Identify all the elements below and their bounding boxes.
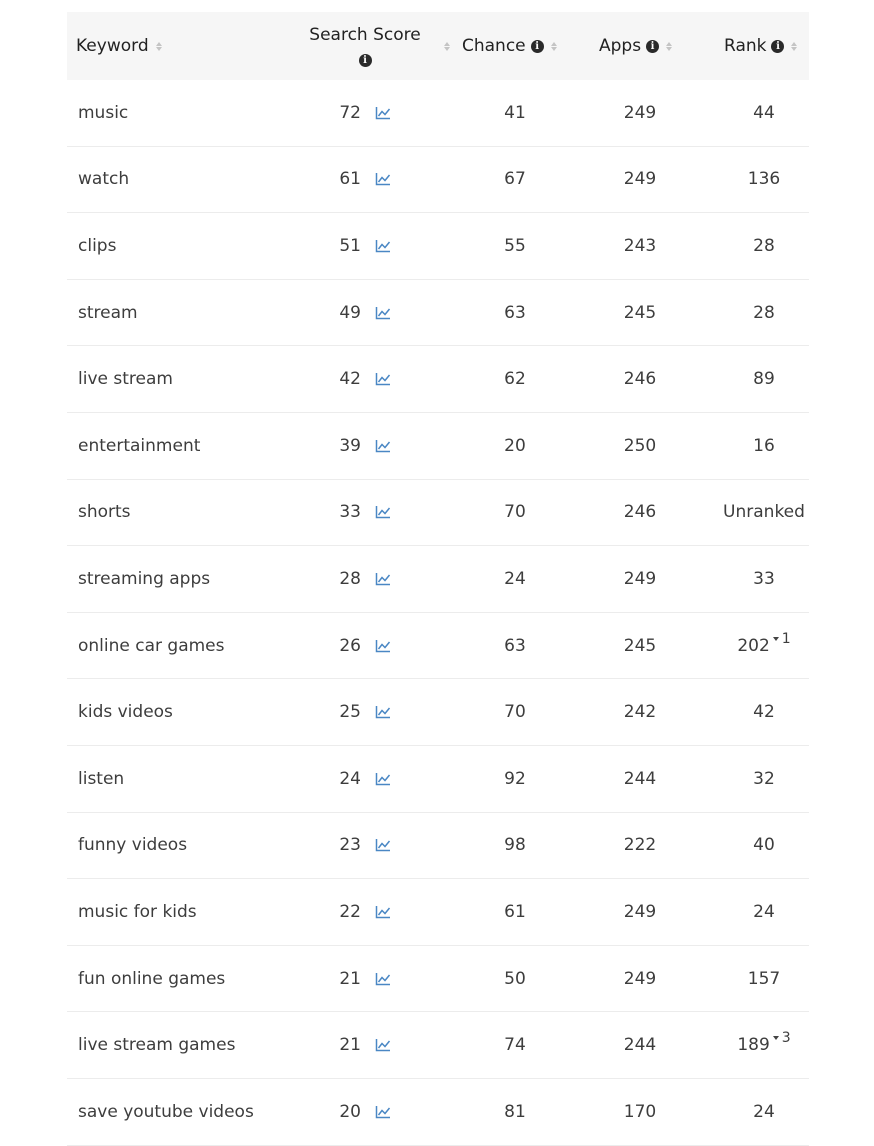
rank-value: 44	[753, 102, 775, 123]
apps-cell: 246	[623, 369, 657, 390]
chance-cell: 70	[504, 502, 526, 523]
chance-cell: 55	[504, 235, 526, 256]
table-row[interactable]	[67, 1012, 809, 1079]
keyword-cell[interactable]: streaming apps	[78, 568, 211, 589]
trend-chart-icon[interactable]	[375, 147, 391, 213]
apps-cell: 249	[623, 568, 657, 589]
apps-cell: 249	[623, 901, 657, 922]
info-icon[interactable]: i	[771, 40, 784, 53]
search-score-cell: 61	[339, 169, 361, 190]
chance-cell: 61	[504, 901, 526, 922]
table-row[interactable]	[67, 147, 809, 214]
trend-chart-icon[interactable]	[375, 1079, 391, 1145]
apps-cell: 249	[623, 968, 657, 989]
apps-cell: 245	[623, 302, 657, 323]
keyword-cell[interactable]: stream	[78, 302, 138, 323]
keyword-cell[interactable]: clips	[78, 235, 117, 256]
rank-value: 202	[737, 635, 770, 656]
search-score-cell: 25	[339, 702, 361, 723]
info-icon[interactable]: i	[359, 54, 372, 67]
column-header-apps[interactable]: Apps i	[599, 12, 672, 80]
rank-value: 24	[753, 1101, 775, 1122]
sort-icon[interactable]	[791, 42, 797, 51]
trend-chart-icon[interactable]	[375, 480, 391, 546]
search-score-cell: 22	[339, 901, 361, 922]
trend-chart-icon[interactable]	[375, 946, 391, 1012]
apps-cell: 244	[623, 768, 657, 789]
search-score-cell: 21	[339, 1035, 361, 1056]
search-score-cell: 21	[339, 968, 361, 989]
keyword-cell[interactable]: online car games	[78, 635, 225, 656]
trend-chart-icon[interactable]	[375, 1012, 391, 1078]
search-score-cell: 28	[339, 568, 361, 589]
keyword-table	[67, 12, 809, 1146]
rank-cell	[712, 280, 816, 346]
table-row[interactable]	[67, 746, 809, 813]
apps-cell: 250	[623, 435, 657, 456]
apps-cell: 249	[623, 102, 657, 123]
search-score-cell: 51	[339, 235, 361, 256]
info-icon[interactable]: i	[531, 40, 544, 53]
chance-cell: 74	[504, 1035, 526, 1056]
sort-icon[interactable]	[444, 42, 450, 51]
chance-cell: 41	[504, 102, 526, 123]
keyword-cell[interactable]: live stream games	[78, 1035, 236, 1056]
rank-cell	[712, 1079, 816, 1145]
rank-value: 157	[747, 968, 781, 989]
column-header-keyword[interactable]: Keyword	[76, 12, 162, 80]
keyword-cell[interactable]: music for kids	[78, 901, 197, 922]
search-score-cell: 23	[339, 835, 361, 856]
apps-cell: 246	[623, 502, 657, 523]
chance-cell: 92	[504, 768, 526, 789]
apps-cell: 242	[623, 702, 657, 723]
rank-cell	[712, 80, 816, 146]
table-row[interactable]	[67, 1079, 809, 1146]
keyword-cell[interactable]: save youtube videos	[78, 1101, 254, 1122]
chance-cell: 50	[504, 968, 526, 989]
trend-chart-icon[interactable]	[375, 679, 391, 745]
rank-cell	[712, 480, 816, 546]
table-row[interactable]	[67, 813, 809, 880]
chance-cell: 63	[504, 635, 526, 656]
rank-value: 89	[753, 369, 775, 390]
column-header-search-score[interactable]: Search Score i	[309, 25, 421, 66]
table-row[interactable]	[67, 413, 809, 480]
table-row[interactable]	[67, 80, 809, 147]
rank-value: 28	[753, 302, 775, 323]
chance-cell: 81	[504, 1101, 526, 1122]
rank-value: 136	[747, 169, 781, 190]
sort-icon[interactable]	[551, 42, 557, 51]
trend-chart-icon[interactable]	[375, 546, 391, 612]
keyword-cell[interactable]: kids videos	[78, 702, 173, 723]
trend-chart-icon[interactable]	[375, 213, 391, 279]
table-header	[67, 12, 809, 80]
apps-cell: 245	[623, 635, 657, 656]
table-row[interactable]	[67, 480, 809, 547]
table-row[interactable]	[67, 613, 809, 680]
trend-chart-icon[interactable]	[375, 346, 391, 412]
keyword-cell[interactable]: shorts	[78, 502, 131, 523]
apps-cell: 243	[623, 235, 657, 256]
rank-value: 189	[737, 1035, 770, 1056]
trend-chart-icon[interactable]	[375, 613, 391, 679]
rank-cell	[712, 1012, 816, 1078]
rank-cell	[712, 613, 816, 679]
rank-value: 24	[753, 901, 775, 922]
table-row[interactable]	[67, 946, 809, 1013]
search-score-cell: 42	[339, 369, 361, 390]
chance-cell: 24	[504, 568, 526, 589]
rank-value: 16	[753, 435, 775, 456]
chance-cell: 63	[504, 302, 526, 323]
column-header-chance[interactable]: Chance i	[462, 12, 557, 80]
rank-value: 33	[753, 568, 775, 589]
rank-value: 40	[753, 835, 775, 856]
keyword-cell[interactable]: entertainment	[78, 435, 201, 456]
rank-cell	[712, 679, 816, 745]
search-score-cell: 24	[339, 768, 361, 789]
trend-chart-icon[interactable]	[375, 746, 391, 812]
keyword-cell[interactable]: watch	[78, 169, 130, 190]
column-header-rank[interactable]: Rank i	[724, 12, 797, 80]
table-row[interactable]	[67, 546, 809, 613]
trend-chart-icon[interactable]	[375, 80, 391, 146]
trend-chart-icon[interactable]	[375, 879, 391, 945]
table-body	[67, 80, 809, 1146]
keyword-cell[interactable]: listen	[78, 768, 125, 789]
rank-cell	[712, 546, 816, 612]
search-score-cell: 33	[339, 502, 361, 523]
table-row[interactable]	[67, 280, 809, 347]
rank-value: Unranked	[723, 502, 805, 523]
table-row[interactable]	[67, 213, 809, 280]
rank-cell	[712, 413, 816, 479]
keyword-cell[interactable]: music	[78, 102, 129, 123]
rank-value: 42	[753, 702, 775, 723]
rank-value: 28	[753, 235, 775, 256]
keyword-cell[interactable]: fun online games	[78, 968, 226, 989]
rank-down-icon	[773, 1036, 779, 1040]
trend-chart-icon[interactable]	[375, 813, 391, 879]
trend-chart-icon[interactable]	[375, 280, 391, 346]
rank-change: 3	[773, 1030, 791, 1046]
table-row[interactable]	[67, 879, 809, 946]
search-score-cell: 26	[339, 635, 361, 656]
rank-down-icon	[773, 637, 779, 641]
sort-icon[interactable]	[666, 42, 672, 51]
rank-cell	[712, 879, 816, 945]
chance-cell: 70	[504, 702, 526, 723]
search-score-cell: 72	[339, 102, 361, 123]
apps-cell: 222	[623, 835, 657, 856]
rank-cell	[712, 147, 816, 213]
trend-chart-icon[interactable]	[375, 413, 391, 479]
rank-cell	[712, 213, 816, 279]
rank-cell	[712, 946, 816, 1012]
chance-cell: 20	[504, 435, 526, 456]
apps-cell: 244	[623, 1035, 657, 1056]
search-score-cell: 20	[339, 1101, 361, 1122]
rank-cell	[712, 746, 816, 812]
keyword-cell[interactable]: live stream	[78, 369, 173, 390]
chance-cell: 62	[504, 369, 526, 390]
chance-cell: 98	[504, 835, 526, 856]
rank-cell	[712, 813, 816, 879]
rank-change: 1	[773, 631, 791, 647]
rank-cell	[712, 346, 816, 412]
search-score-cell: 49	[339, 302, 361, 323]
search-score-cell: 39	[339, 435, 361, 456]
keyword-cell[interactable]: funny videos	[78, 835, 188, 856]
apps-cell: 249	[623, 169, 657, 190]
rank-value: 32	[753, 768, 775, 789]
table-row[interactable]	[67, 346, 809, 413]
table-row[interactable]	[67, 679, 809, 746]
apps-cell: 170	[623, 1101, 657, 1122]
sort-icon[interactable]	[156, 42, 162, 51]
chance-cell: 67	[504, 169, 526, 190]
info-icon[interactable]: i	[646, 40, 659, 53]
